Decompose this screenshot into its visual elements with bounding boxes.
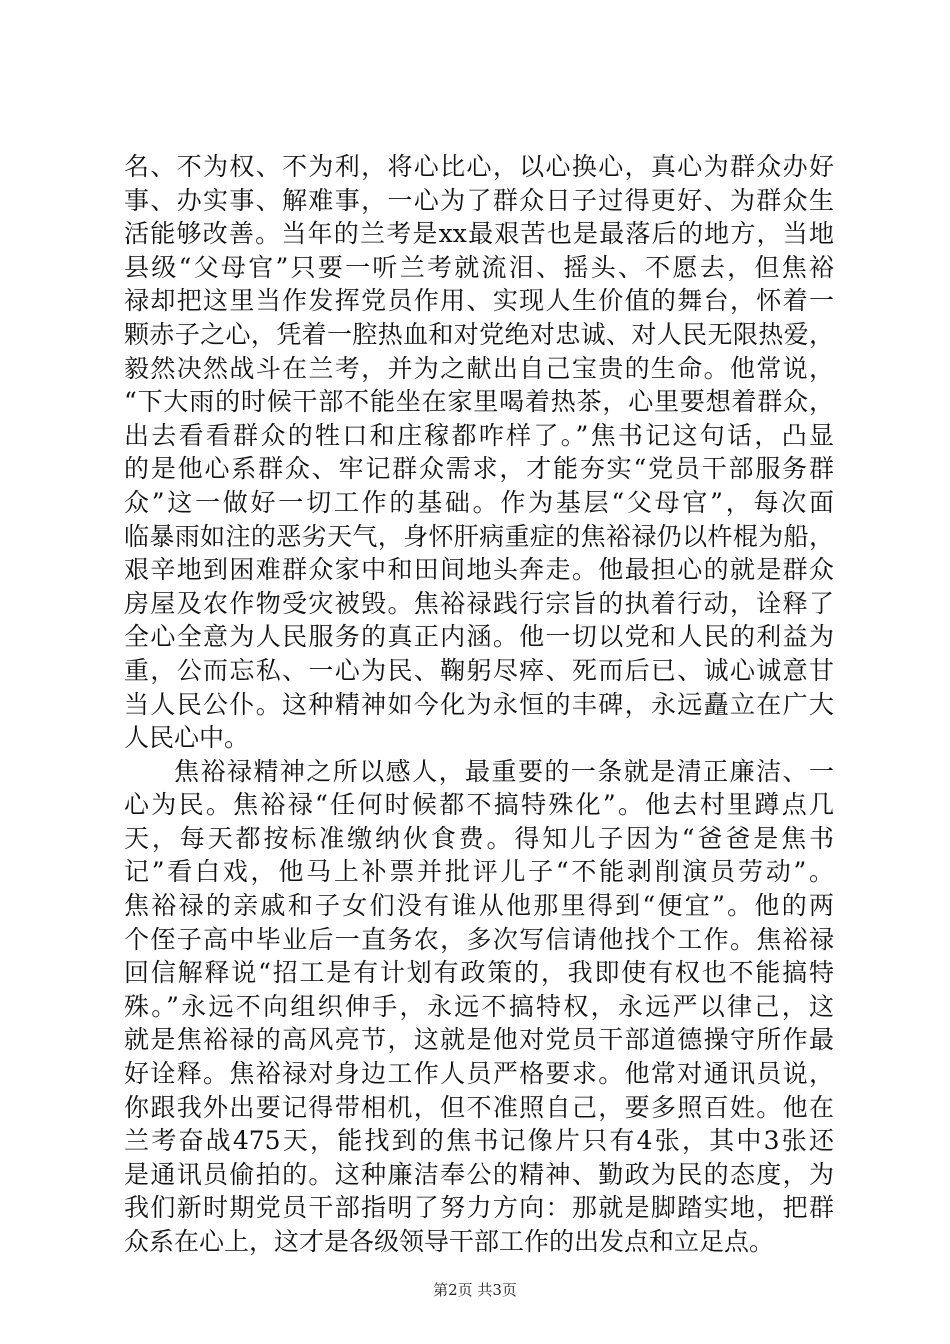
text-line: 记”看白戏，他马上补票并批评儿子“不能剥削演员劳动”。 xyxy=(124,857,834,887)
text-line: 重，公而忘私、一心为民、鞠躬尽瘁、死而后已、诚心诚意甘 xyxy=(124,655,834,685)
text-line: 兰考奋战475天，能找到的焦书记像片只有4张，其中3张还 xyxy=(124,1126,834,1156)
document-body xyxy=(124,150,834,1259)
text-line: 众系在心上，这才是各级领导干部工作的出发点和立足点。 xyxy=(124,1227,775,1256)
text-line: 临暴雨如注的恶劣天气，身怀肝病重症的焦裕禄仍以杵棍为船， xyxy=(124,521,834,551)
text-line: 就是焦裕禄的高风亮节，这就是他对党员干部道德操守所作最 xyxy=(124,1025,834,1055)
text-line: 活能够改善。当年的兰考是xx最艰苦也是最落后的地方，当地 xyxy=(124,219,834,249)
text-line: 颗赤子之心，凭着一腔热血和对党绝对忠诚、对人民无限热爱， xyxy=(124,319,834,349)
text-line: 出去看看群众的牲口和庄稼都咋样了。”焦书记这句话，凸显 xyxy=(124,420,834,450)
paragraph xyxy=(124,755,834,1259)
text-line: 你跟我外出要记得带相机，但不准照自己，要多照百姓。他在 xyxy=(124,1092,834,1122)
text-line: 天，每天都按标准缴纳伙食费。得知儿子因为“爸爸是焦书 xyxy=(124,823,834,853)
text-line: 名、不为权、不为利，将心比心，以心换心，真心为群众办好 xyxy=(124,152,834,181)
text-line: 艰辛地到困难群众家中和田间地头奔走。他最担心的就是群众 xyxy=(124,555,834,585)
text-line: 焦裕禄的亲戚和子女们没有谁从他那里得到“便宜”。他的两 xyxy=(124,891,834,921)
paragraph xyxy=(124,150,834,755)
text-line: 个侄子高中毕业后一直务农，多次写信请他找个工作。焦裕禄 xyxy=(124,924,834,954)
text-line: 的是他心系群众、牢记群众需求，才能夯实“党员干部服务群 xyxy=(124,454,834,484)
text-line: 县级“父母官”只要一听兰考就流泪、摇头、不愿去，但焦裕 xyxy=(124,252,834,282)
text-line: 回信解释说“招工是有计划有政策的，我即使有权也不能搞特 xyxy=(124,958,834,988)
text-line: 好诠释。焦裕禄对身边工作人员严格要求。他常对通讯员说， xyxy=(124,1059,834,1089)
text-line: 人民心中。 xyxy=(124,723,250,753)
text-line: 毅然决然战斗在兰考，并为之献出自己宝贵的生命。他常说， xyxy=(124,353,834,383)
text-line: 房屋及农作物受灾被毁。焦裕禄践行宗旨的执着行动，诠释了 xyxy=(124,588,834,618)
page-footer: 第2页 共3页 xyxy=(433,1281,517,1299)
text-line: 焦裕禄精神之所以感人，最重要的一条就是清正廉洁、一 xyxy=(174,756,834,786)
text-line: 禄却把这里当作发挥党员作用、实现人生价值的舞台，怀着一 xyxy=(124,286,834,316)
text-line: 当人民公仆。这种精神如今化为永恒的丰碑，永远矗立在广大 xyxy=(124,689,834,719)
text-line: 殊。”永远不向组织伸手，永远不搞特权，永远严以律己，这 xyxy=(124,991,834,1021)
text-line: 事、办实事、解难事，一心为了群众日子过得更好、为群众生 xyxy=(124,185,834,215)
text-line: 全心全意为人民服务的真正内涵。他一切以党和人民的利益为 xyxy=(124,622,834,652)
text-line: “下大雨的时候干部不能坐在家里喝着热茶，心里要想着群众， xyxy=(124,387,834,417)
text-line: 我们新时期党员干部指明了努力方向：那就是脚踏实地，把群 xyxy=(124,1193,834,1223)
text-line: 众”这一做好一切工作的基础。作为基层“父母官”，每次面 xyxy=(124,487,834,517)
text-line: 心为民。焦裕禄“任何时候都不搞特殊化”。他去村里蹲点几 xyxy=(124,790,834,820)
text-line: 是通讯员偷拍的。这种廉洁奉公的精神、勤政为民的态度，为 xyxy=(124,1159,834,1189)
